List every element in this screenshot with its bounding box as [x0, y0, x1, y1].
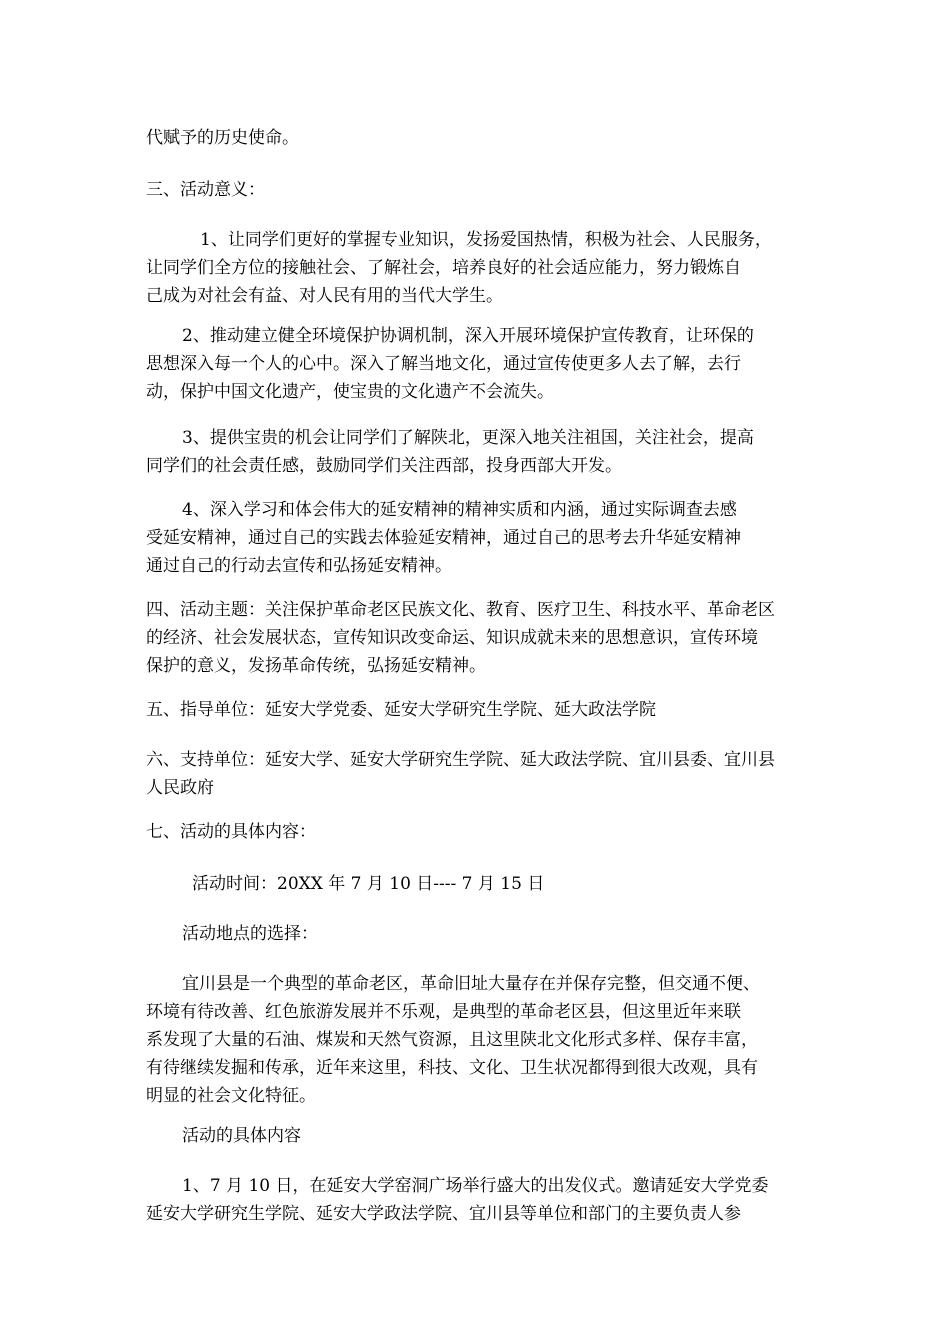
- text-line: 动，保护中国文化遗产，使宝贵的文化遗产不会流失。: [146, 382, 554, 402]
- paragraph-departure-ceremony: [146, 1172, 814, 1228]
- paragraph-significance-1: [146, 226, 814, 310]
- text-line: 代赋予的历史使命。: [146, 128, 299, 148]
- text-line: 七、活动的具体内容：: [146, 822, 316, 842]
- text-line: 己成为对社会有益、对人民有用的当代大学生。: [146, 286, 503, 306]
- text-line: 五、指导单位：延安大学党委、延安大学研究生学院、延大政法学院: [146, 700, 656, 720]
- text-line: 通过自己的行动去宣传和弘扬延安精神。: [146, 556, 452, 576]
- text-line: 宜川县是一个典型的革命老区，革命旧址大量存在并保存完整，但交通不便、: [182, 974, 760, 994]
- text-line: 人民政府: [146, 778, 214, 798]
- paragraph-supporting-units: [146, 746, 814, 802]
- text-line: 4、深入学习和体会伟大的延安精神的精神实质和内涵，通过实际调查去感: [182, 500, 737, 520]
- text-line: 有待继续发掘和传承，近年来这里，科技、文化、卫生状况都得到很大改观，具有: [146, 1058, 758, 1078]
- text-line: 1、让同学们更好的掌握专业知识，发扬爱国热情，积极为社会、人民服务，: [200, 230, 772, 250]
- paragraph-guiding-units: [146, 696, 814, 724]
- paragraph-significance-3: [146, 424, 814, 480]
- text-line: 1、7 月 10 日，在延安大学窑洞广场举行盛大的出发仪式。邀请延安大学党委: [182, 1176, 769, 1196]
- text-line: 活动地点的选择：: [182, 924, 318, 944]
- paragraph-activity-time: [146, 870, 814, 898]
- text-line: 的经济、社会发展状态，宣传知识改变命运、知识成就未来的思想意识，宣传环境: [146, 628, 758, 648]
- paragraph-significance-2: [146, 322, 814, 406]
- heading-specific-content: [146, 1122, 814, 1150]
- heading-activity-significance: [146, 176, 814, 204]
- paragraph-location-choice: [146, 920, 814, 948]
- text-line: 同学们的社会责任感，鼓励同学们关注西部，投身西部大开发。: [146, 456, 622, 476]
- text-line: 延安大学研究生学院、延安大学政法学院、宜川县等单位和部门的主要负责人参: [146, 1204, 741, 1224]
- text-line: 环境有待改善、红色旅游发展并不乐观，是典型的革命老区县，但这里近年来联: [146, 1002, 741, 1022]
- text-line: 让同学们全方位的接触社会、了解社会，培养良好的社会适应能力，努力锻炼自: [146, 258, 741, 278]
- text-line: 四、活动主题：关注保护革命老区民族文化、教育、医疗卫生、科技水平、革命老区: [146, 600, 775, 620]
- paragraph-yichuan-county: [146, 970, 814, 1110]
- text-line: 活动时间：20XX 年 7 月 10 日---- 7 月 15 日: [192, 874, 545, 894]
- text-line: 受延安精神，通过自己的实践去体验延安精神，通过自己的思考去升华延安精神: [146, 528, 741, 548]
- paragraph-significance-4: [146, 496, 814, 580]
- text-line: 2、推动建立健全环境保护协调机制，深入开展环境保护宣传教育，让环保的: [182, 326, 754, 346]
- text-line: 三、活动意义：: [146, 180, 265, 200]
- paragraph-activity-theme: [146, 596, 814, 680]
- text-line: 活动的具体内容: [182, 1126, 301, 1146]
- text-line: 保护的意义，发扬革命传统，弘扬延安精神。: [146, 656, 486, 676]
- text-line: 系发现了大量的石油、煤炭和天然气资源，且这里陕北文化形式多样、保存丰富，: [146, 1030, 758, 1050]
- text-line: 思想深入每一个人的心中。深入了解当地文化，通过宣传使更多人去了解，去行: [146, 354, 741, 374]
- text-line: 六、支持单位：延安大学、延安大学研究生学院、延大政法学院、宜川县委、宜川县: [146, 750, 775, 770]
- text-line: 3、提供宝贵的机会让同学们了解陕北，更深入地关注祖国，关注社会，提高: [182, 428, 754, 448]
- heading-activity-content: [146, 818, 814, 846]
- paragraph-history-mission: [146, 124, 814, 152]
- text-line: 明显的社会文化特征。: [146, 1086, 316, 1106]
